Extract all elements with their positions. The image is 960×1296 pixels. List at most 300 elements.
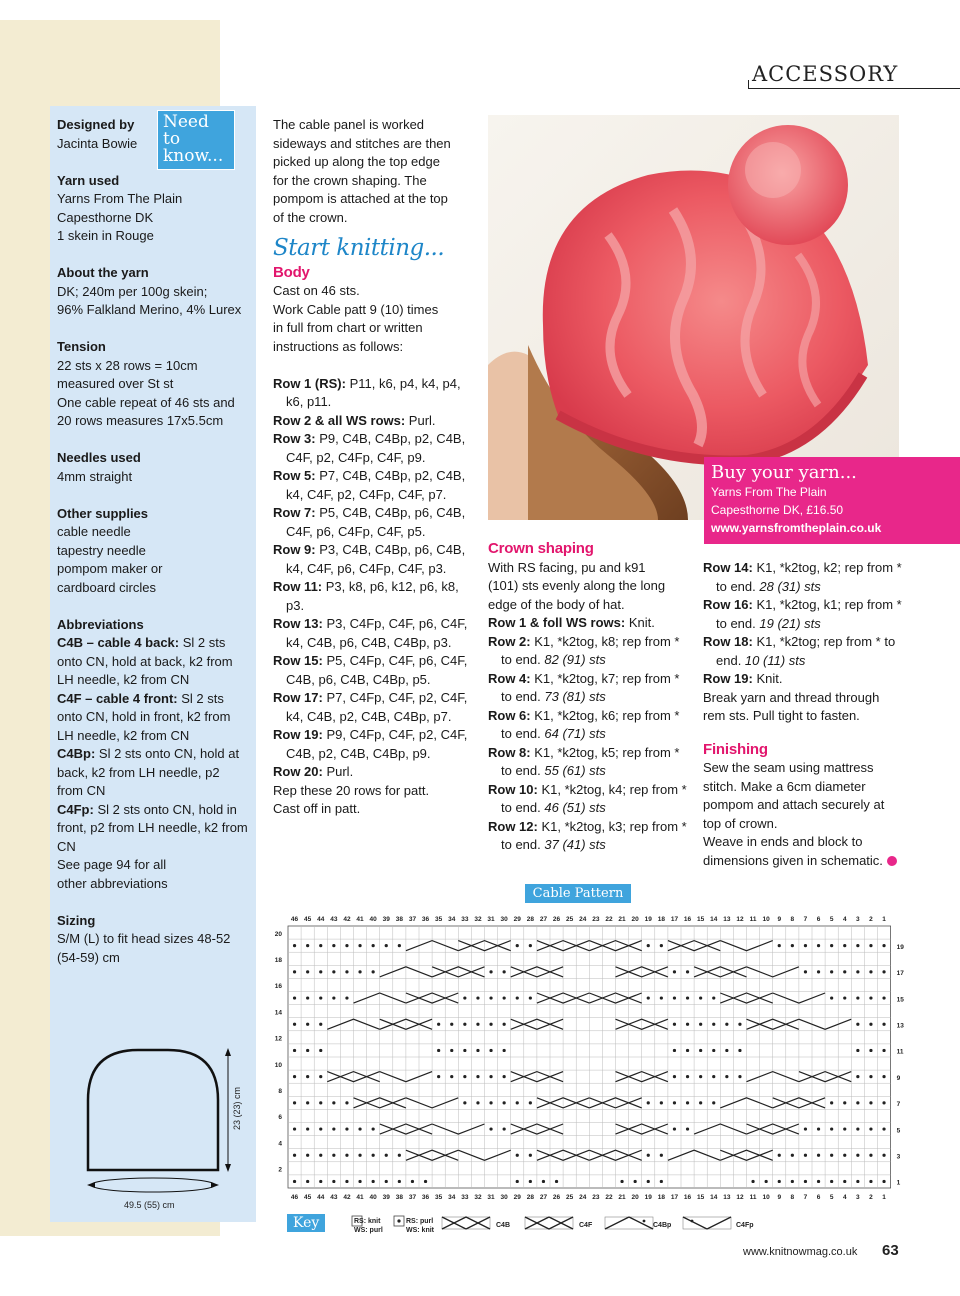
chart-column-label: 21 [618,916,626,923]
chart-column-label: 18 [657,916,665,923]
chart-purl-mark [319,1180,322,1183]
chart-column-label: 28 [526,916,534,923]
intro-line: picked up along the top edge [273,154,440,169]
abbreviation-entry: C4B – cable 4 back: Sl 2 sts onto CN, hold at back, k2 from LH needle, k2 from CN [57,635,233,687]
chart-purl-mark [516,1180,519,1183]
chart-row-label: 3 [896,1153,901,1161]
chart-purl-mark [673,996,676,999]
supply-item: tapestry needle [57,542,146,558]
chart-column-label: 17 [670,1194,679,1201]
chart-purl-mark [634,1180,637,1183]
footer-url[interactable]: www.knitnowmag.co.uk [743,1246,858,1258]
chart-purl-mark [686,1023,689,1026]
end-mark-icon [887,856,897,866]
chart-purl-mark [503,1049,506,1052]
intro-line: The cable panel is worked [273,117,425,132]
chart-purl-mark [489,970,492,973]
key-c4b-symbol [442,1217,490,1229]
chart-purl-mark [332,970,335,973]
chart-purl-mark [751,1180,754,1183]
chart-purl-mark [319,1075,322,1078]
cable-chart [268,908,908,1208]
chart-column-label: 8 [790,1194,795,1201]
chart-purl-mark [869,1154,872,1157]
chart-purl-mark [463,1049,466,1052]
crown-shaping-heading: Crown shaping [488,540,594,557]
supply-item: cable needle [57,524,131,539]
about-yarn-line: 96% Falkland Merino, 4% Lurex [57,302,242,317]
chart-column-label: 6 [816,1194,821,1201]
break-line: rem sts. Pull tight to fasten. [703,708,860,723]
chart-purl-mark [804,1180,807,1183]
chart-purl-mark [856,1127,859,1130]
crown-line: (101) sts evenly along the long [488,578,666,593]
chart-row-label: 5 [896,1127,901,1135]
chart-purl-mark [293,1154,296,1157]
buy-url-link[interactable]: www.yarnsfromtheplain.co.uk [711,521,882,535]
chart-column-label: 16 [683,916,692,923]
finishing-heading: Finishing [703,740,768,758]
chart-purl-mark [843,1101,846,1104]
chart-purl-mark [306,944,309,947]
chart-row-label: 8 [278,1088,282,1096]
buy-title: Buy your yarn... [711,462,857,483]
chart-purl-mark [424,1180,427,1183]
supply-item: pompom maker or [57,561,163,576]
chart-purl-mark [856,1023,859,1026]
chart-column-label: 25 [566,916,574,923]
chart-purl-mark [332,1127,335,1130]
chart-column-label: 35 [435,916,443,923]
chart-purl-mark [843,1154,846,1157]
chart-purl-mark [503,1023,506,1026]
section-rule [748,88,960,89]
chart-column-label: 11 [749,1194,757,1201]
chart-column-label: 4 [842,916,847,923]
outro-line: Cast off in patt. [273,801,361,816]
chart-purl-mark [319,970,322,973]
chart-column-label: 41 [356,916,364,923]
crown-row: Row 18: K1, *k2tog; rep from * to end. 10 (11) sts [703,634,896,668]
chart-purl-mark [476,996,479,999]
chart-purl-mark [306,1075,309,1078]
chart-column-label: 36 [421,1194,430,1201]
chart-purl-mark [529,1154,532,1157]
section-label: ACCESSORY [752,62,899,86]
chart-column-label: 37 [408,1194,417,1201]
intro-line: sideways and stitches are then [273,135,451,151]
page-number: 63 [882,1242,899,1259]
chart-column-label: 40 [369,1194,377,1201]
chart-purl-mark [489,1049,492,1052]
chart-purl-mark [686,996,689,999]
buy-supplier: Yarns From The Plain [711,485,827,499]
chart-purl-mark [791,944,794,947]
chart-column-label: 41 [356,1194,364,1201]
chart-purl-mark [437,1023,440,1026]
chart-purl-mark [372,1180,375,1183]
chart-column-label: 14 [710,1194,718,1201]
chart-purl-mark [882,1180,885,1183]
chart-purl-mark [699,1049,702,1052]
chart-purl-mark [778,1180,781,1183]
abbreviation-entry: C4Fp: Sl 2 sts onto CN, hold in front, p2 from LH needle, k2 from CN [57,801,248,854]
chart-column-label: 13 [723,1194,731,1201]
chart-purl-mark [516,1101,519,1104]
chart-key-svg [350,1213,770,1237]
chart-purl-mark [358,944,361,947]
chart-column-label: 30 [500,1194,508,1201]
chart-purl-mark [476,1075,479,1078]
chart-purl-mark [869,1075,872,1078]
chart-purl-mark [293,1101,296,1104]
chart-column-label: 19 [644,1194,652,1201]
chart-column-label: 43 [330,1194,338,1201]
chart-purl-mark [817,1127,820,1130]
chart-purl-mark [869,1180,872,1183]
chart-purl-mark [463,1075,466,1078]
sizing-line: S/M (L) to fit head sizes 48-52 [57,931,231,946]
intro-line: pompom is attached at the top [273,191,448,206]
chart-purl-mark [817,944,820,947]
chart-purl-mark [830,970,833,973]
chart-column-label: 16 [683,1194,692,1201]
chart-column-label: 24 [579,1194,587,1201]
chart-purl-mark [830,1101,833,1104]
chart-purl-mark [476,1101,479,1104]
instructions-column-3 [703,559,908,870]
chart-column-label: 11 [749,916,757,923]
pattern-row: Row 13: P3, C4Fp, C4F, p6, C4F, k4, C4B, p6, C4B, C4Bp, p3. [273,616,468,650]
chart-purl-mark [712,1101,715,1104]
chart-purl-mark [882,970,885,973]
chart-column-label: 15 [697,916,705,923]
chart-column-label: 18 [657,1194,665,1201]
chart-purl-mark [503,1075,506,1078]
chart-column-label: 2 [869,1194,873,1201]
chart-purl-mark [345,944,348,947]
chart-purl-mark [293,1127,296,1130]
chart-column-label: 10 [762,916,770,923]
chart-purl-mark [882,1127,885,1130]
chart-purl-mark [830,1180,833,1183]
chart-column-label: 1 [882,916,886,923]
chart-purl-mark [529,1180,532,1183]
hat-schematic [78,1040,248,1215]
chart-column-label: 24 [579,916,587,923]
chart-purl-mark [660,1180,663,1183]
about-yarn-line: DK; 240m per 100g skein; [57,283,208,299]
chart-purl-mark [843,1127,846,1130]
chart-purl-mark [516,996,519,999]
chart-column-label: 32 [474,1194,482,1201]
chart-purl-mark [869,1101,872,1104]
chart-purl-mark [712,1023,715,1026]
need-to-know-badge: Need to know... [157,110,235,170]
chart-purl-mark [804,1127,807,1130]
chart-purl-mark [476,1023,479,1026]
chart-column-label: 19 [644,916,652,923]
chart-purl-mark [647,996,650,999]
chart-row-label: 17 [896,970,904,978]
chart-row-label: 18 [274,957,282,965]
chart-column-label: 3 [856,1194,860,1201]
chart-row-label: 12 [274,1035,282,1043]
chart-column-label: 5 [829,1194,834,1201]
chart-purl-mark [306,1154,309,1157]
yarn-used-heading: Yarn used [57,172,120,188]
chart-purl-mark [306,970,309,973]
abbreviation-note: See page 94 for all [57,857,167,872]
chart-purl-mark [450,1023,453,1026]
chart-column-label: 6 [816,916,821,923]
chart-purl-mark [358,970,361,973]
chart-purl-mark [660,944,663,947]
chart-column-label: 22 [605,916,613,923]
finishing-line: stitch. Make a 6cm diameter [703,778,866,794]
finishing-line: top of crown. [703,815,778,831]
instructions-column-2 [488,540,693,855]
crown-row: Row 10: K1, *k2tog, k4; rep from * to end. 46 (51) sts [488,781,687,815]
chart-purl-mark [869,1127,872,1130]
chart-purl-mark [489,996,492,999]
chart-purl-mark [869,1049,872,1052]
chart-column-label: 39 [382,1194,390,1201]
chart-column-label: 8 [790,916,795,923]
yarn-line: Yarns From The Plain [57,191,183,206]
chart-purl-mark [450,1075,453,1078]
chart-column-label: 39 [382,916,390,923]
crown-row: Row 12: K1, *k2tog, k3; rep from * to end. 37 (41) sts [488,818,687,852]
chart-row-label: 9 [896,1074,901,1082]
chart-column-label: 32 [474,916,482,923]
yarn-line: 1 skein in Rouge [57,228,154,243]
buy-your-yarn-box [704,457,960,544]
chart-purl-mark [306,1101,309,1104]
chart-column-label: 42 [343,916,351,923]
chart-purl-mark [345,970,348,973]
chart-purl-mark [358,1180,361,1183]
chart-purl-mark [437,1075,440,1078]
supplies-heading: Other supplies [57,505,149,521]
crown-row: Row 1 & foll WS rows: Knit. [488,615,655,630]
crown-row: Row 14: K1, *k2tog, k2; rep from * to end. 28 (31) sts [703,560,902,594]
chart-column-label: 40 [369,916,377,923]
chart-purl-mark [869,1023,872,1026]
chart-purl-mark [332,1101,335,1104]
pattern-row: Row 11: P3, k8, p6, k12, p6, k8, p3. [273,579,459,613]
chart-purl-mark [319,944,322,947]
chart-column-label: 34 [448,916,456,923]
chart-purl-mark [738,1049,741,1052]
chart-purl-mark [398,1154,401,1157]
chart-purl-mark [345,1154,348,1157]
tension-line: 20 rows measures 17x5.5cm [57,413,224,428]
chart-column-label: 45 [304,916,312,923]
chart-column-label: 26 [552,1194,561,1201]
instructions-column-1 [273,116,473,819]
chart-column-label: 28 [526,1194,534,1201]
chart-purl-mark [765,1180,768,1183]
start-knitting-heading: Start knitting... [273,235,445,261]
about-yarn-heading: About the yarn [57,265,149,280]
chart-purl-mark [817,970,820,973]
key-ws-purl: WS: purl [354,1227,383,1234]
chart-row-label: 10 [274,1061,282,1069]
chart-purl-mark [345,1127,348,1130]
buy-product: Capesthorne DK, £16.50 [711,503,844,517]
chart-column-label: 27 [539,1194,548,1201]
crown-row: Row 19: Knit. [703,671,783,686]
chart-purl-mark [725,1075,728,1078]
chart-purl-mark [673,1101,676,1104]
chart-purl-mark [476,1049,479,1052]
chart-purl-mark [358,1154,361,1157]
chart-column-label: 26 [552,916,561,923]
key-c4fp-symbol [683,1217,731,1229]
chart-purl-mark [503,970,506,973]
chart-purl-mark [804,970,807,973]
chart-purl-mark [699,1101,702,1104]
chart-purl-mark [738,1075,741,1078]
crown-line: With RS facing, pu and k91 [488,559,646,575]
chart-purl-mark [372,1127,375,1130]
chart-purl-mark [332,1180,335,1183]
chart-purl-mark [503,1127,506,1130]
chart-row-label: 1 [896,1179,901,1187]
chart-purl-mark [345,1180,348,1183]
chart-purl-mark [306,996,309,999]
chart-column-label: 23 [592,916,600,923]
intro-line: for the crown shaping. The [273,172,427,188]
tension-line: measured over St st [57,376,174,391]
chart-purl-mark [647,1180,650,1183]
chart-title: Cable Pattern [525,884,631,903]
chart-purl-mark [437,1049,440,1052]
chart-purl-mark [830,996,833,999]
chart-purl-mark [843,1180,846,1183]
chart-purl-mark [306,1180,309,1183]
sizing-heading: Sizing [57,912,96,928]
chart-purl-mark [686,1049,689,1052]
chart-column-label: 17 [670,916,679,923]
chart-purl-mark [673,1023,676,1026]
tension-heading: Tension [57,339,106,354]
chart-purl-mark [712,1049,715,1052]
pattern-row: Row 2 & all WS rows: Purl. [273,412,436,428]
chart-purl-mark [503,1101,506,1104]
chart-purl-mark [843,970,846,973]
chart-row-label: 13 [896,1022,904,1030]
chart-purl-mark [319,1023,322,1026]
chart-purl-mark [516,944,519,947]
chart-row-label: 11 [896,1048,904,1056]
chart-purl-mark [856,1180,859,1183]
chart-purl-mark [817,1154,820,1157]
chart-purl-mark [843,996,846,999]
chart-column-label: 15 [697,1194,705,1201]
chart-column-label: 3 [856,916,860,923]
chart-purl-mark [686,1127,689,1130]
chart-purl-mark [882,1154,885,1157]
chart-purl-mark [856,1049,859,1052]
chart-column-label: 30 [500,916,508,923]
key-c4bp-symbol [605,1217,653,1229]
chart-purl-mark [778,1154,781,1157]
chart-column-label: 33 [461,916,469,923]
chart-column-label: 2 [869,916,873,923]
chart-purl-mark [385,1180,388,1183]
body-line: in full from chart or written [273,320,423,335]
key-rs-knit: RS: knit [354,1218,381,1225]
chart-purl-mark [345,1101,348,1104]
chart-column-label: 29 [513,1194,521,1201]
chart-column-label: 34 [448,1194,456,1201]
key-purl-dot [397,1219,400,1222]
chart-column-label: 9 [777,916,782,923]
chart-column-label: 4 [842,1194,847,1201]
chart-purl-mark [686,970,689,973]
chart-column-label: 42 [343,1194,351,1201]
chart-purl-mark [712,1075,715,1078]
chart-column-label: 27 [539,916,548,923]
chart-purl-mark [686,1075,689,1078]
key-c4b-label: C4B [496,1222,511,1229]
chart-column-label: 22 [605,1194,613,1201]
chart-purl-mark [293,970,296,973]
chart-purl-mark [319,1049,322,1052]
chart-column-label: 20 [631,1194,639,1201]
key-label: Key [287,1214,325,1232]
finishing-line: pompom and attach securely at [703,797,885,812]
chart-row-label: 6 [278,1114,282,1122]
chart-column-label: 29 [513,916,521,923]
chart-column-label: 43 [330,916,338,923]
body-line: instructions as follows: [273,338,404,354]
outro-line: Rep these 20 rows for patt. [273,782,430,798]
chart-column-label: 38 [395,1194,403,1201]
chart-column-label: 21 [618,1194,626,1201]
chart-purl-mark [385,944,388,947]
chart-purl-mark [385,1154,388,1157]
chart-purl-mark [869,996,872,999]
key-c4bp-label: C4Bp [653,1222,672,1229]
abbreviation-note: other abbreviations [57,875,168,891]
designed-by-heading: Designed by [57,117,135,132]
chart-purl-mark [450,1049,453,1052]
chart-purl-mark [293,1049,296,1052]
chart-purl-mark [725,1023,728,1026]
chart-purl-mark [791,1180,794,1183]
pattern-row: Row 3: P9, C4B, C4Bp, p2, C4B, C4F, p2, C4Fp, C4F, p9. [273,431,466,465]
chart-purl-mark [830,1154,833,1157]
pattern-row: Row 1 (RS): P11, k6, p4, k4, p4, k6, p11. [273,375,461,409]
tension-line: 22 sts x 28 rows = 10cm [57,357,198,373]
break-line: Break yarn and thread through [703,689,880,705]
chart-purl-mark [791,1154,794,1157]
chart-purl-mark [372,1154,375,1157]
chart-purl-mark [673,1075,676,1078]
chart-column-label: 10 [762,1194,770,1201]
chart-purl-mark [463,1101,466,1104]
chart-column-label: 44 [317,916,325,923]
cable-chart-svg [268,908,908,1208]
chart-purl-mark [830,1127,833,1130]
chart-column-label: 20 [631,916,639,923]
chart-purl-mark [529,1101,532,1104]
chart-column-label: 23 [592,1194,600,1201]
chart-purl-mark [332,1154,335,1157]
